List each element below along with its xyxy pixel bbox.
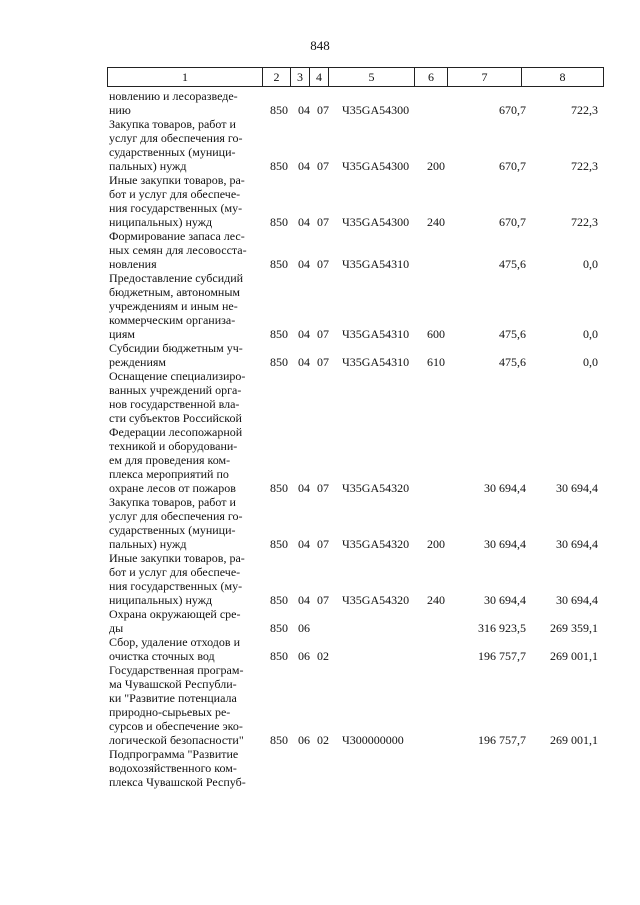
row-name — [109, 551, 261, 607]
cell-c3: 04 — [298, 257, 310, 271]
cell-c7: 196 757,7 — [478, 649, 526, 663]
row-name — [109, 271, 261, 341]
row-name-line: ния государственных (му- — [109, 579, 243, 593]
row-name-line: водохозяйственного ком- — [109, 761, 237, 775]
table-row — [0, 89, 640, 117]
row-name-line: логической безопасности" — [109, 733, 244, 747]
cell-c3: 04 — [298, 103, 310, 117]
row-name-line: ния государственных (му- — [109, 201, 243, 215]
row-name-line: услуг для обеспечения го- — [109, 131, 243, 145]
row-name-line: плекса Чувашской Респуб- — [109, 775, 246, 789]
row-name-line: Федерации лесопожарной — [109, 425, 243, 439]
table-row — [0, 607, 640, 635]
cell-c2: 850 — [270, 215, 288, 229]
row-name — [109, 369, 261, 495]
cell-c8: 269 359,1 — [550, 621, 598, 635]
table-row — [0, 551, 640, 607]
cell-c4: 07 — [317, 257, 329, 271]
cell-c5: Ч300000000 — [342, 733, 404, 747]
table-header — [107, 67, 604, 87]
row-name-line: новления — [109, 257, 157, 271]
row-name-line: охране лесов от пожаров — [109, 481, 236, 495]
row-name-line: ванных учреждений орга- — [109, 383, 242, 397]
cell-c5: Ч35GA54310 — [342, 355, 410, 369]
cell-c5: Ч35GA54300 — [342, 159, 410, 173]
row-name-line: Иные закупки товаров, ра- — [109, 173, 245, 187]
cell-c4: 07 — [317, 593, 329, 607]
cell-c4: 07 — [317, 327, 329, 341]
row-name-line: Охрана окружающей сре- — [109, 607, 241, 621]
cell-c7: 475,6 — [499, 327, 526, 341]
row-name-line: Иные закупки товаров, ра- — [109, 551, 245, 565]
row-name-line: Формирование запаса лес- — [109, 229, 245, 243]
cell-c5: Ч35GA54320 — [342, 481, 410, 495]
cell-c4: 02 — [317, 733, 329, 747]
row-name-line: пальных) нужд — [109, 537, 187, 551]
row-name-line: техникой и оборудовани- — [109, 439, 238, 453]
cell-c8: 269 001,1 — [550, 649, 598, 663]
header-col-7: 7 — [448, 68, 522, 87]
cell-c2: 850 — [270, 537, 288, 551]
row-name-line: Предоставление субсидий — [109, 271, 244, 285]
row-name — [109, 173, 261, 229]
cell-c8: 722,3 — [571, 103, 598, 117]
header-col-8: 8 — [522, 68, 604, 87]
cell-c3: 04 — [298, 355, 310, 369]
row-name-line: ем для проведения ком- — [109, 453, 231, 467]
row-name-line: сти субъектов Российской — [109, 411, 242, 425]
row-name-line: сударственных (муници- — [109, 523, 236, 537]
header-col-3: 3 — [291, 68, 310, 87]
table-row — [0, 229, 640, 271]
row-name-line: Государственная програм- — [109, 663, 244, 677]
cell-c2: 850 — [270, 649, 288, 663]
row-name — [109, 747, 261, 789]
table-row — [0, 747, 640, 789]
cell-c2: 850 — [270, 159, 288, 173]
cell-c3: 06 — [298, 649, 310, 663]
cell-c7: 30 694,4 — [484, 537, 526, 551]
cell-c7: 30 694,4 — [484, 481, 526, 495]
cell-c8: 0,0 — [583, 355, 598, 369]
row-name — [109, 89, 261, 117]
cell-c3: 04 — [298, 593, 310, 607]
table-row — [0, 663, 640, 747]
row-name-line: очистка сточных вод — [109, 649, 215, 663]
cell-c3: 06 — [298, 621, 310, 635]
cell-c6: 200 — [427, 537, 445, 551]
row-name — [109, 229, 261, 271]
cell-c4: 07 — [317, 103, 329, 117]
cell-c5: Ч35GA54310 — [342, 257, 410, 271]
row-name-line: сударственных (муници- — [109, 145, 236, 159]
row-name — [109, 635, 261, 663]
row-name-line: природно-сырьевых ре- — [109, 705, 231, 719]
cell-c3: 04 — [298, 215, 310, 229]
cell-c7: 475,6 — [499, 355, 526, 369]
cell-c3: 04 — [298, 481, 310, 495]
row-name-line: ниципальных) нужд — [109, 593, 213, 607]
cell-c6: 610 — [427, 355, 445, 369]
cell-c6: 240 — [427, 593, 445, 607]
cell-c4: 07 — [317, 355, 329, 369]
cell-c2: 850 — [270, 733, 288, 747]
cell-c2: 850 — [270, 355, 288, 369]
cell-c5: Ч35GA54320 — [342, 593, 410, 607]
table-row — [0, 117, 640, 173]
header-col-4: 4 — [310, 68, 329, 87]
row-name-line: бот и услуг для обеспече- — [109, 565, 241, 579]
cell-c7: 670,7 — [499, 159, 526, 173]
row-name-line: циям — [109, 327, 135, 341]
row-name-line: реждениям — [109, 355, 167, 369]
cell-c2: 850 — [270, 621, 288, 635]
cell-c4: 02 — [317, 649, 329, 663]
cell-c2: 850 — [270, 103, 288, 117]
row-name-line: Оснащение специализиро- — [109, 369, 246, 383]
row-name — [109, 663, 261, 747]
cell-c5: Ч35GA54300 — [342, 103, 410, 117]
row-name-line: учреждениям и иным не- — [109, 299, 238, 313]
header-col-1: 1 — [108, 68, 263, 87]
cell-c8: 0,0 — [583, 257, 598, 271]
cell-c3: 04 — [298, 159, 310, 173]
cell-c6: 240 — [427, 215, 445, 229]
cell-c8: 30 694,4 — [556, 481, 598, 495]
cell-c8: 0,0 — [583, 327, 598, 341]
cell-c2: 850 — [270, 593, 288, 607]
row-name-line: ных семян для лесовосста- — [109, 243, 247, 257]
row-name — [109, 117, 261, 173]
row-name-line: Подпрограмма "Развитие — [109, 747, 239, 761]
table-body — [0, 89, 640, 789]
row-name-line: ма Чувашской Республи- — [109, 677, 237, 691]
row-name — [109, 495, 261, 551]
cell-c6: 200 — [427, 159, 445, 173]
cell-c7: 670,7 — [499, 215, 526, 229]
row-name-line: услуг для обеспечения го- — [109, 509, 243, 523]
cell-c3: 04 — [298, 327, 310, 341]
cell-c7: 316 923,5 — [478, 621, 526, 635]
cell-c3: 04 — [298, 537, 310, 551]
cell-c8: 30 694,4 — [556, 593, 598, 607]
cell-c7: 196 757,7 — [478, 733, 526, 747]
row-name-line: ниципальных) нужд — [109, 215, 213, 229]
table-row — [0, 495, 640, 551]
cell-c7: 670,7 — [499, 103, 526, 117]
page-number: 848 — [310, 38, 330, 53]
cell-c5: Ч35GA54320 — [342, 537, 410, 551]
cell-c7: 30 694,4 — [484, 593, 526, 607]
row-name-line: Закупка товаров, работ и — [109, 495, 236, 509]
cell-c4: 07 — [317, 215, 329, 229]
cell-c6: 600 — [427, 327, 445, 341]
row-name-line: коммерческим организа- — [109, 313, 236, 327]
row-name-line: нов государственной вла- — [109, 397, 240, 411]
row-name-line: пальных) нужд — [109, 159, 187, 173]
row-name-line: плекса мероприятий по — [109, 467, 229, 481]
row-name-line: новлению и лесоразведе- — [109, 89, 238, 103]
row-name-line: нию — [109, 103, 131, 117]
row-name-line: Закупка товаров, работ и — [109, 117, 236, 131]
row-name-line: Сбор, удаление отходов и — [109, 635, 240, 649]
cell-c5: Ч35GA54310 — [342, 327, 410, 341]
header-col-5: 5 — [329, 68, 415, 87]
cell-c7: 475,6 — [499, 257, 526, 271]
table-row — [0, 341, 640, 369]
row-name — [109, 341, 261, 369]
cell-c2: 850 — [270, 481, 288, 495]
table-row — [0, 635, 640, 663]
table-row — [0, 369, 640, 495]
cell-c3: 06 — [298, 733, 310, 747]
cell-c4: 07 — [317, 159, 329, 173]
cell-c8: 722,3 — [571, 215, 598, 229]
row-name-line: ки "Развитие потенциала — [109, 691, 237, 705]
row-name — [109, 607, 261, 635]
cell-c4: 07 — [317, 481, 329, 495]
cell-c5: Ч35GA54300 — [342, 215, 410, 229]
cell-c8: 269 001,1 — [550, 733, 598, 747]
cell-c8: 722,3 — [571, 159, 598, 173]
cell-c4: 07 — [317, 537, 329, 551]
row-name-line: сурсов и обеспечение эко- — [109, 719, 243, 733]
row-name-line: бот и услуг для обеспече- — [109, 187, 241, 201]
cell-c2: 850 — [270, 257, 288, 271]
table-row — [0, 271, 640, 341]
table-row — [0, 173, 640, 229]
header-col-2: 2 — [263, 68, 291, 87]
row-name-line: бюджетным, автономным — [109, 285, 240, 299]
header-col-6: 6 — [415, 68, 448, 87]
cell-c8: 30 694,4 — [556, 537, 598, 551]
cell-c2: 850 — [270, 327, 288, 341]
row-name-line: ды — [109, 621, 124, 635]
row-name-line: Субсидии бюджетным уч- — [109, 341, 243, 355]
